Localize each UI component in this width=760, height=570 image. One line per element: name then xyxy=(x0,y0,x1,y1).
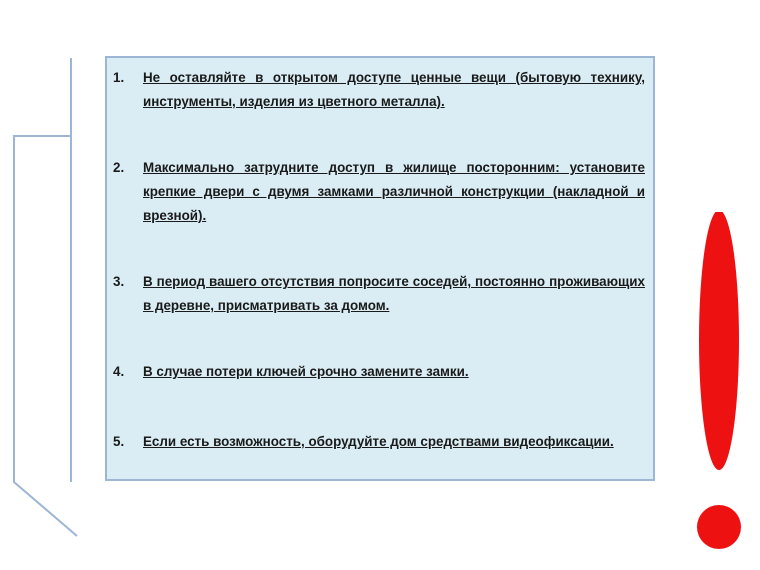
tip-item xyxy=(113,360,645,384)
tip-number: 2. xyxy=(113,160,125,175)
tip-item xyxy=(113,66,645,114)
tip-number: 5. xyxy=(113,434,125,449)
tip-text: Если есть возможность, оборудуйте дом средствами видеофиксации. xyxy=(143,434,614,449)
tip-number: 1. xyxy=(113,70,125,85)
exclamation-mark-icon xyxy=(690,212,750,557)
tip-item xyxy=(113,270,645,318)
tip-text: Максимально затрудните доступ в жилище посторонним: установите крепкие двери с двумя замками различной конструкции (накладной и врезной). xyxy=(143,160,645,223)
tip-number: 3. xyxy=(113,274,125,289)
tip-text: В случае потери ключей срочно замените замки. xyxy=(143,364,469,379)
tip-number: 4. xyxy=(113,364,125,379)
tip-text: Не оставляйте в открытом доступе ценные вещи (бытовую технику, инструменты, изделия из цветного металла). xyxy=(143,70,645,109)
exclamation-dot xyxy=(697,505,741,549)
exclamation-bar xyxy=(699,212,739,470)
tip-item xyxy=(113,156,645,228)
tip-item xyxy=(113,430,645,454)
safety-tips-box xyxy=(105,56,655,481)
tip-text: В период вашего отсутствия попросите соседей, постоянно проживающих в деревне, присматривать за домом. xyxy=(143,274,645,313)
